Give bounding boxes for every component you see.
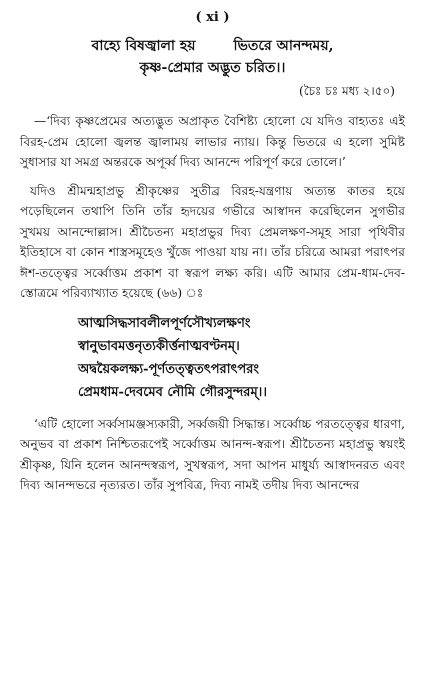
verse-line-1 <box>20 35 405 57</box>
sanskrit-line-1: আত্মসিদ্ধসাবলীলপূর্ণসৌখ্যলক্ষণং <box>78 315 251 331</box>
verse-line-2: কৃষ্ণ-প্রেমার অদ্ভুত চরিত।। <box>139 60 286 76</box>
sanskrit-line-3: অদ্বয়ৈকলক্ষ্য-পূর্ণতত্ত্বতৎপরাৎপরং <box>78 361 259 377</box>
sanskrit-stanza <box>20 312 405 404</box>
sanskrit-line-4: প্রেমধাম-দেবমেব নৌমি গৌরসুন্দরম্।। <box>78 384 267 400</box>
paragraph-1: —‘দিব্য কৃষ্ণপ্রেমের অত্যদ্ভুত অপ্রাকৃত বৈশিষ্ট্য হোলো যে যদিও বাহ্যতঃ এই বিরহ-প্রেম হোলো জ্বলন্ত জ্বালাময় লাভার ন্যায়। কিন্তু ভিতরে এ হলো সুমিষ্ট সুধাসার যা সমগ্র অন্তরকে অপূর্ব্ব দিব্য আনন্দে পরিপূর্ণ করে তোলে।’ <box>20 114 405 169</box>
page-number: ( xi ) <box>195 10 230 25</box>
opening-verse <box>20 35 405 79</box>
paragraph-3: ‘এটি হোলো সর্ব্বসামঞ্জস্যকারী, সর্ব্বজয়ী সিদ্ধান্ত। সর্ব্বোচ্চ পরতত্ত্বের ধারণা, অনুভব বা প্রকাশ নিশ্চিতরূপেই সর্ব্বোত্তম আনন্দ-স্বরূপ। শ্রীচৈতন্য মহাপ্রভু স্বয়ংই শ্রীকৃষ্ণ, যিনি হলেন আনন্দস্বরূপ, সুখস্বরূপ, সদা আপন মাধুর্য্য আস্বাদনরত এবং দিব্য আনন্দভরে নৃত্যরত। তাঁর সুপবিত্র, দিব্য নামই তদীয় দিব্য আনন্দের <box>20 416 405 492</box>
sanskrit-line-2: স্বানুভাবমত্তনৃত্যকীর্ত্তনাত্মবণ্টনম্। <box>78 338 240 354</box>
verse-line-1-left: বাহ্যে বিষজ্বালা হয় <box>91 38 196 54</box>
verse-line-1-right: ভিতরে আনন্দময়, <box>233 38 334 54</box>
verse-citation: (চৈঃ চঃ মধ্য ২।৫০) <box>299 84 395 98</box>
paragraph-2: যদিও শ্রীমন্মহাপ্রভু শ্রীকৃষ্ণের সুতীব্র বিরহ-যন্ত্রণায় অত্যন্ত কাতর হয়ে পড়েছিলেন তথাপি তিনি তাঁর হৃদয়ের গভীরে আস্বাদন করেছিলেন সুগভীর সুখময় আনন্দোল্লাস। শ্রীচৈতন্য মহাপ্রভুর দিব্য প্রেমলক্ষণ-সমূহ সারা পৃথিবীর ইতিহাসে বা কোন শাস্ত্রসমূহেও খুঁজে পাওয়া যায় না। তাঁর চরিত্রে আমরা পরাৎপর ঈশ-তত্ত্বের সর্ব্বোত্তম প্রকাশ বা স্বরূপ লক্ষ্য করি। এটি আমার প্রেম-ধাম-দেব-স্তোত্রমে পরিব্যাখ্যাত হয়েছে (৬৬) ঃ <box>20 183 405 300</box>
